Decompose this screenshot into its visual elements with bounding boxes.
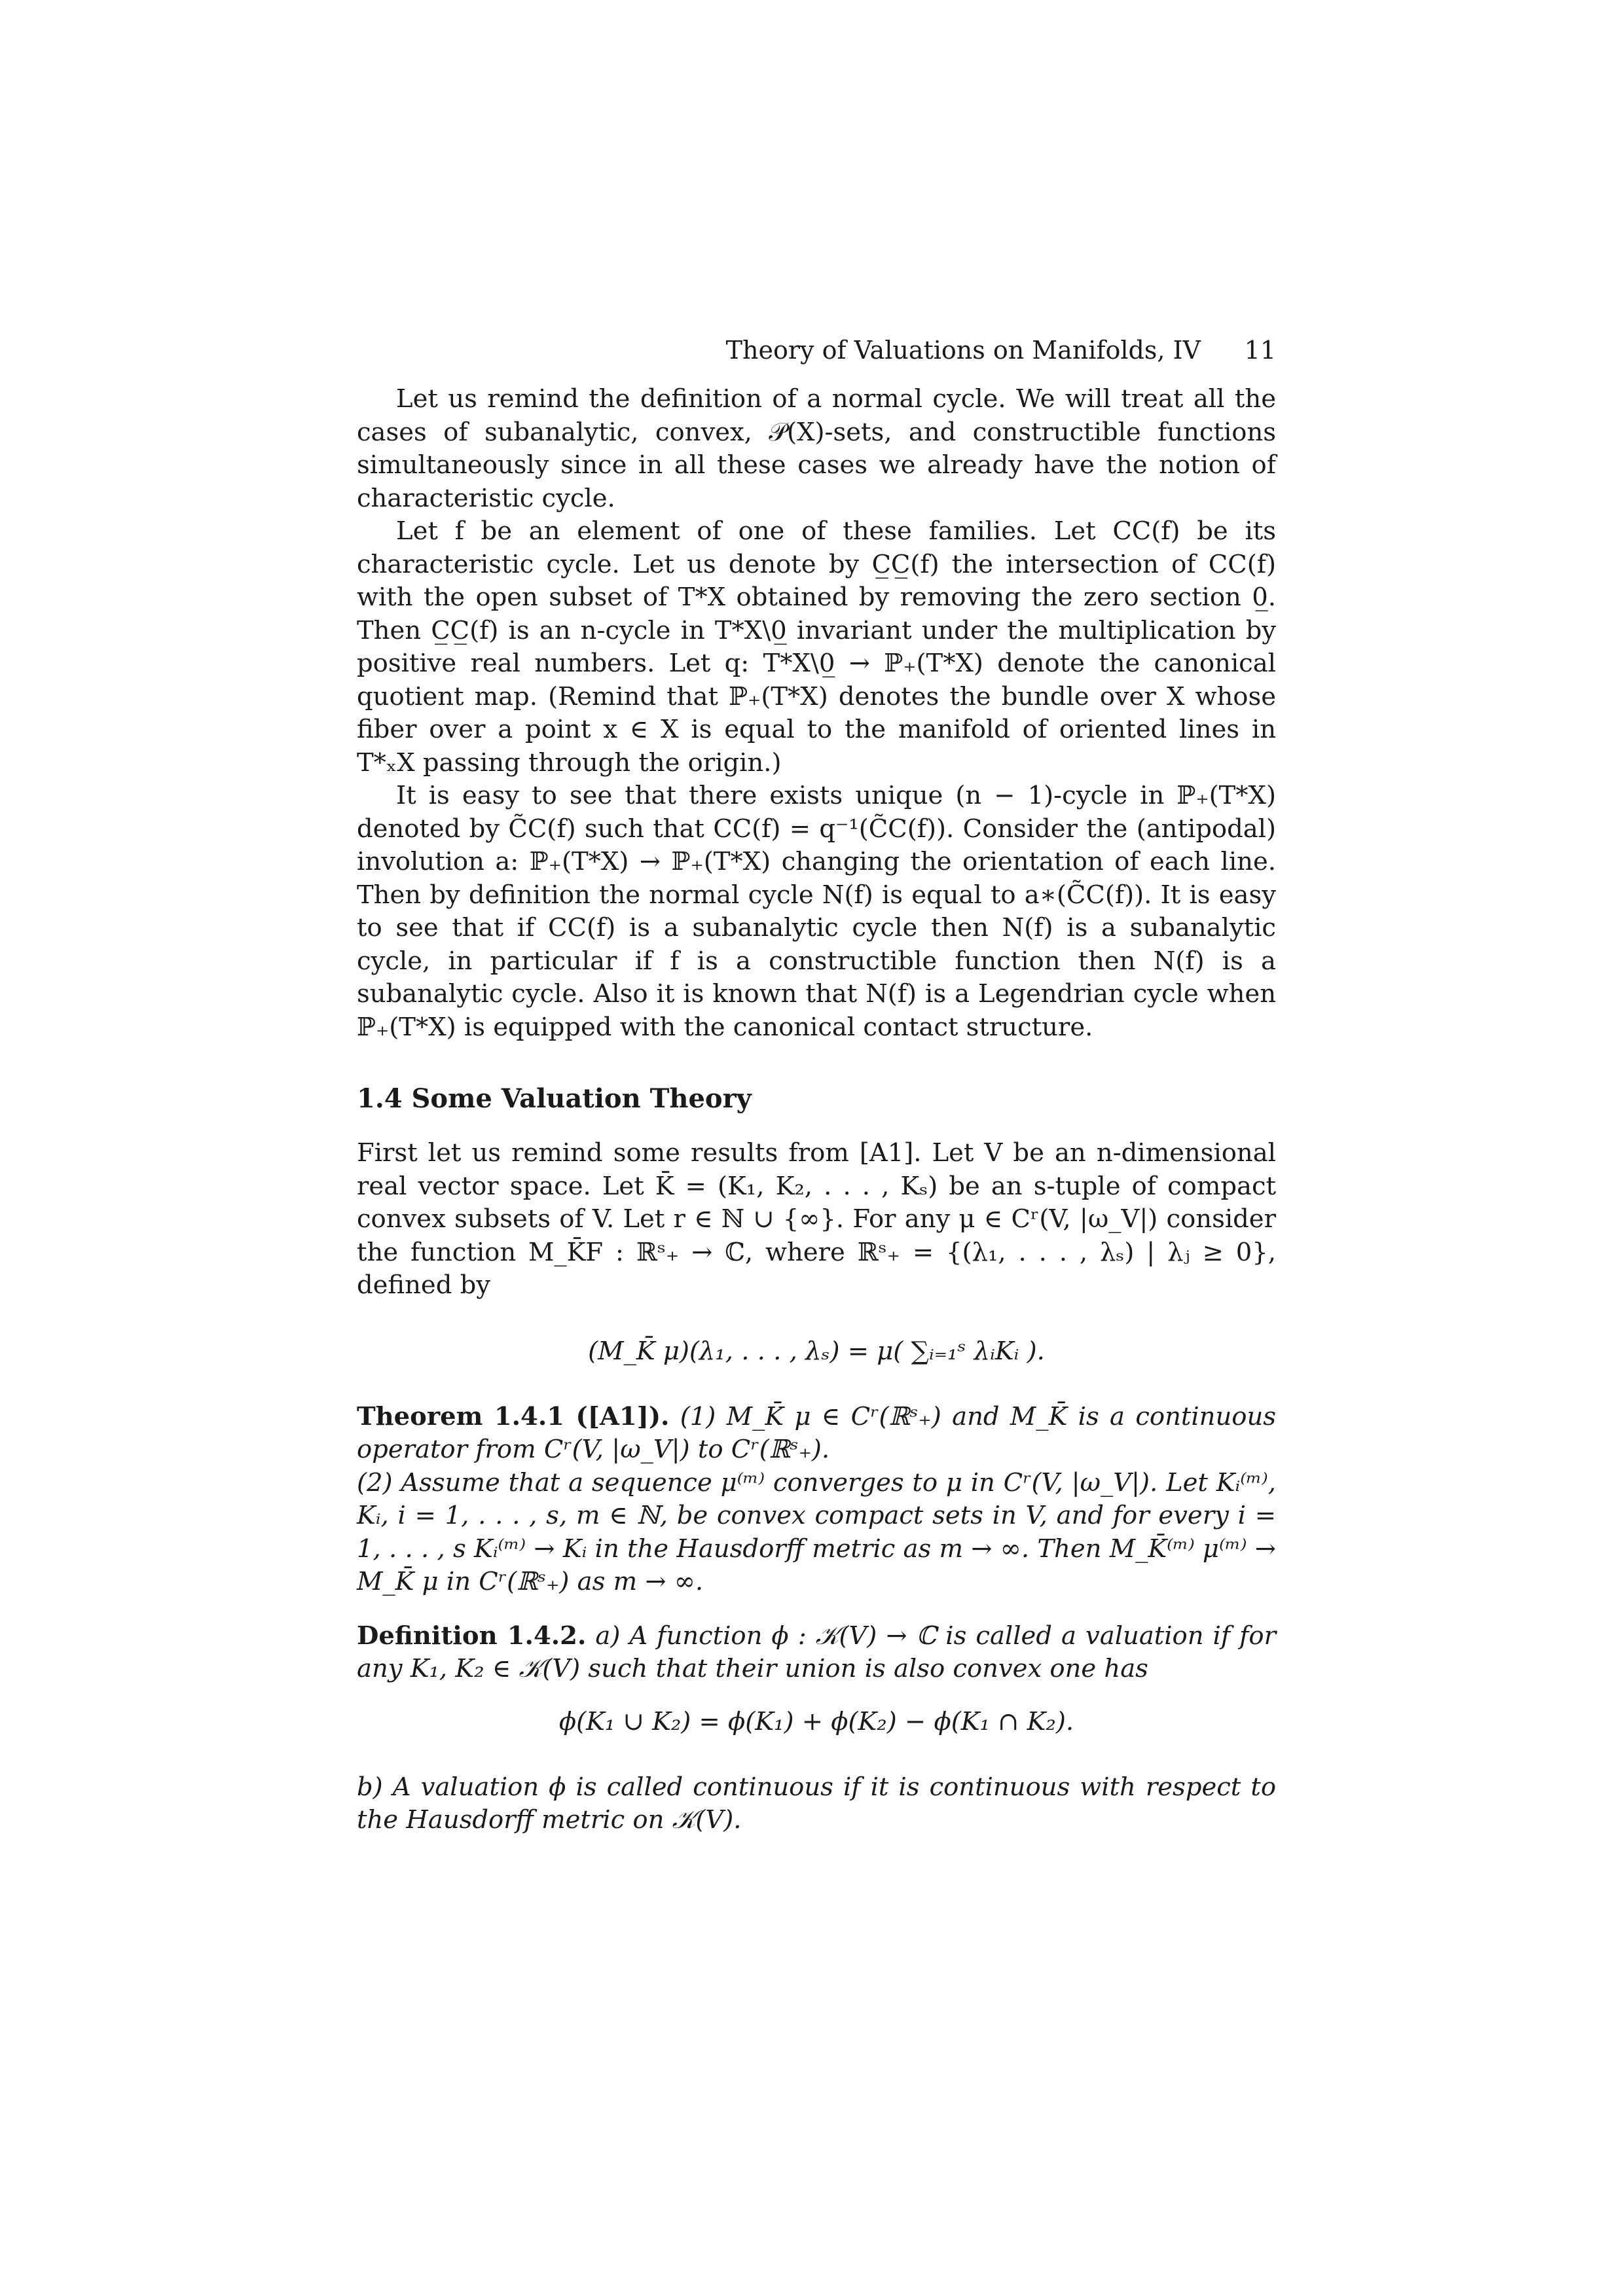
theorem-part-2: (2) Assume that a sequence μ⁽ᵐ⁾ converges to μ in Cʳ(V, |ω_V|). Let Kᵢ⁽ᵐ⁾, Kᵢ, i = 1, . . . , s, m ∈ ℕ, be convex compact sets in V, and for every i = 1, . . . , s Kᵢ⁽ᵐ⁾ → Kᵢ in the Hausdorff metric as m → ∞. Then M_K̄⁽ᵐ⁾ μ⁽ᵐ⁾ → M_K̄ μ in Cʳ(ℝˢ₊) as m → ∞. [357,1467,1276,1596]
running-title: Theory of Valuations on Manifolds, IV [725,336,1201,365]
paragraph-valuation-intro: First let us remind some results from [A1]. Let V be an n-dimensional real vector space. Let K̄ = (K₁, K₂, . . . , Kₛ) be an s-tuple of compact convex subsets of V. Let r ∈ ℕ ∪ {∞}. For any μ ∈ Cʳ(V, |ω_V|) consider the function M_K̄F : ℝˢ₊ → ℂ, where ℝˢ₊ = {(λ₁, . . . , λₛ) | λⱼ ≥ 0}, defined by [357,1138,1276,1300]
definition-part-a: a) A function ϕ : 𝒦(V) → ℂ is called a valuation if for any K₁, K₂ ∈ 𝒦(V) such that their union is also convex one has [357,1621,1276,1683]
paragraph-characteristic-cycle: Let f be an element of one of these families. Let CC(f) be its characteristic cycle. Let us denote by C̲C̲(f) the intersection of CC(f) with the open subset of T*X obtained by removing the zero section 0̲. Then C̲C̲(f) is an n-cycle in T*X\0̲ invariant under the multiplication by positive real numbers. Let q: T*X\0̲ → ℙ₊(T*X) denote the canonical quotient map. (Remind that ℙ₊(T*X) denotes the bundle over X whose fiber over a point x ∈ X is equal to the manifold of oriented lines in T*ₓX passing through the origin.) [357,516,1276,778]
definition-label: Definition 1.4.2. [357,1621,587,1651]
section-heading: 1.4 Some Valuation Theory [357,1083,752,1114]
page-number: 11 [1244,336,1276,365]
body-text [357,383,1276,1837]
theorem-1-4-1 [357,1401,1276,1467]
equation-mk-mu: (M_K̄ μ)(λ₁, . . . , λₛ) = μ( ∑ᵢ₌₁ˢ λᵢKᵢ ). [588,1336,1045,1366]
theorem-label: Theorem 1.4.1 ([A1]). [357,1401,670,1431]
equation-valuation: ϕ(K₁ ∪ K₂) = ϕ(K₁) + ϕ(K₂) − ϕ(K₁ ∩ K₂). [558,1706,1074,1736]
theorem-part-1: (1) M_K̄ μ ∈ Cʳ(ℝˢ₊) and M_K̄ is a continuous operator from Cʳ(V, |ω_V|) to Cʳ(ℝˢ₊). [357,1401,1276,1464]
running-head [357,331,1276,370]
paragraph-normal-cycle-definition: It is easy to see that there exists unique (n − 1)-cycle in ℙ₊(T*X) denoted by C̃C(f) such that CC(f) = q⁻¹(C̃C(f)). Consider the (antipodal) involution a: ℙ₊(T*X) → ℙ₊(T*X) changing the orientation of each line. Then by definition the normal cycle N(f) is equal to a∗(C̃C(f)). It is easy to see that if CC(f) is a subanalytic cycle then N(f) is a subanalytic cycle, in particular if f is a constructible function then N(f) is a subanalytic cycle. Also it is known that N(f) is a Legendrian cycle when ℙ₊(T*X) is equipped with the canonical contact structure. [357,781,1276,1042]
definition-part-b: b) A valuation ϕ is called continuous if it is continuous with respect to the Hausdorff metric on 𝒦(V). [357,1772,1276,1835]
paragraph-normal-cycle-intro: Let us remind the definition of a normal cycle. We will treat all the cases of subanalytic, convex, 𝒫(X)-sets, and constructible functions simultaneously since in all these cases we already have the notion of characteristic cycle. [357,384,1276,513]
definition-1-4-2 [357,1620,1276,1686]
